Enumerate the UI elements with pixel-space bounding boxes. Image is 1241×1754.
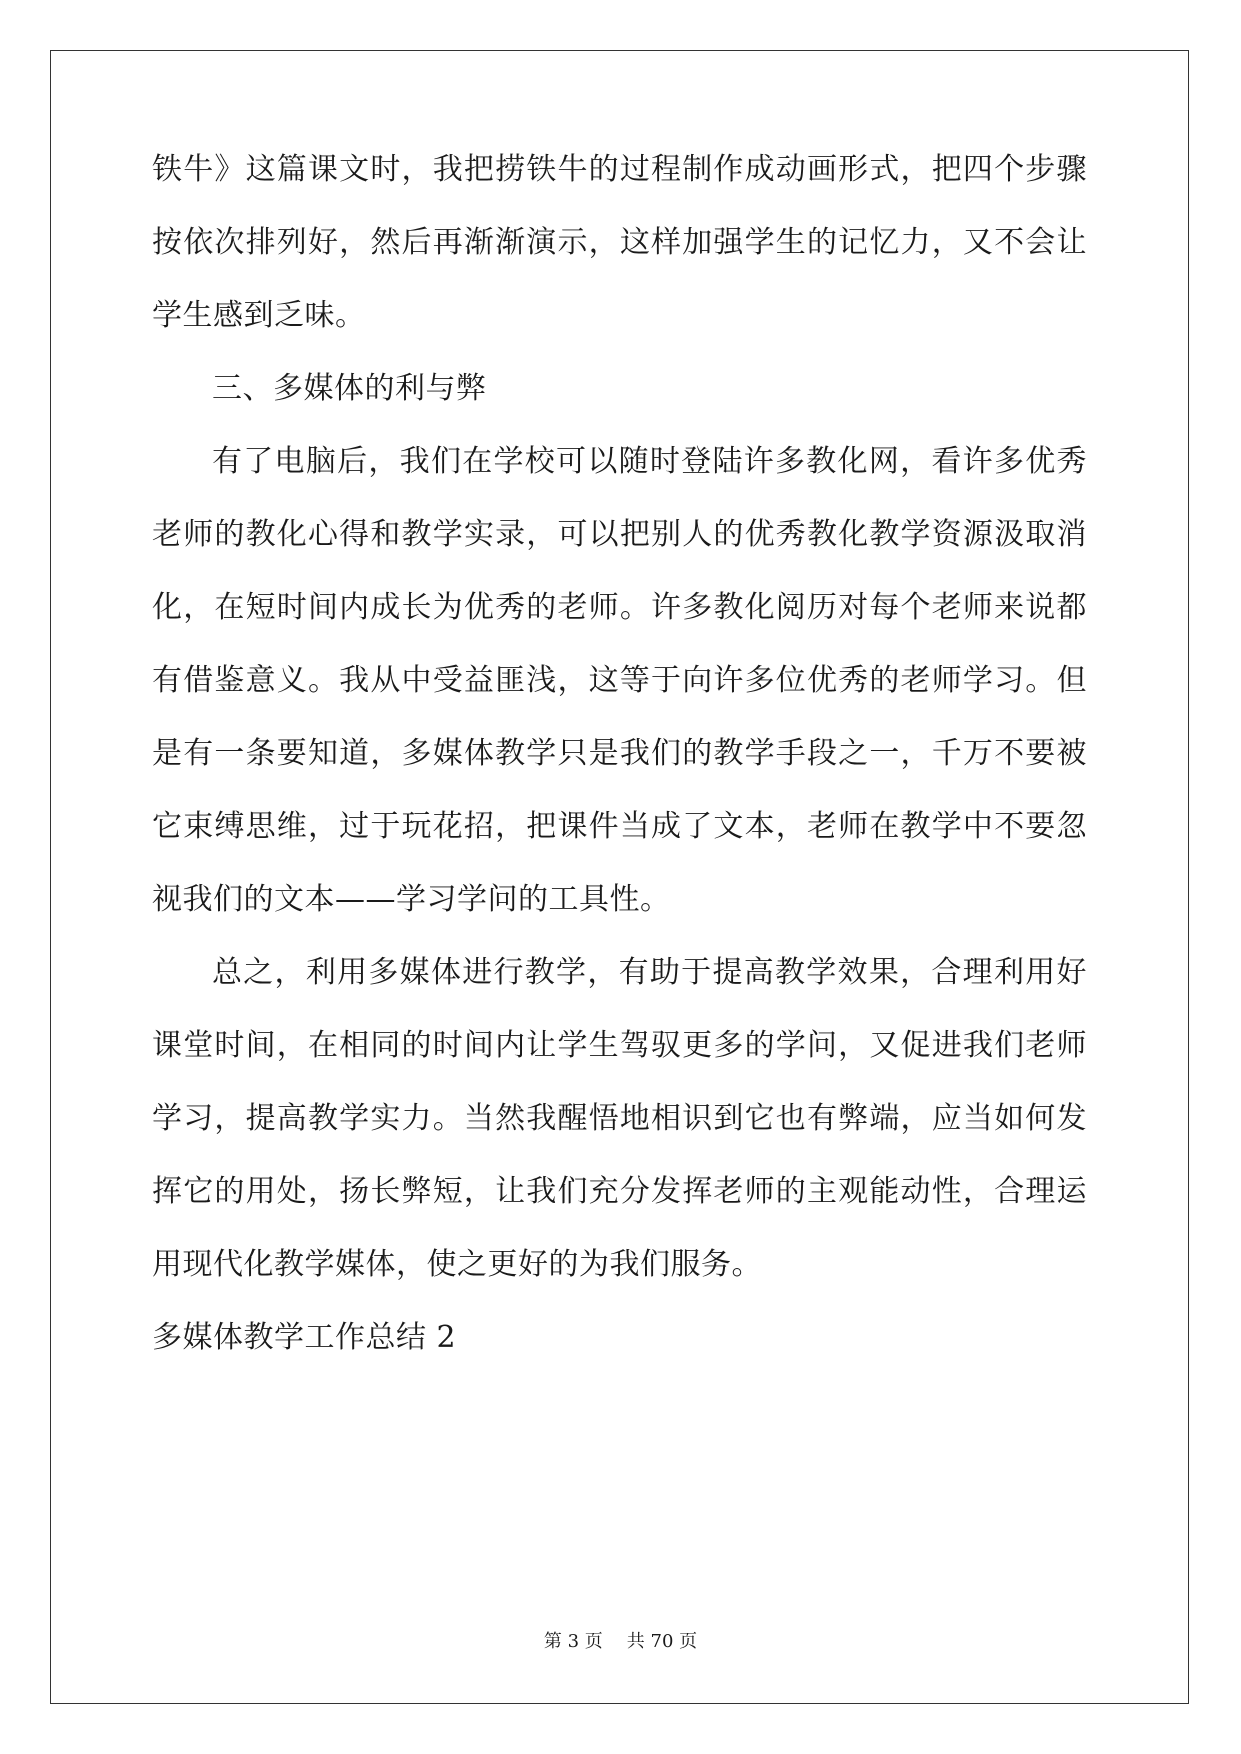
- body-text-line: 化，在短时间内成长为优秀的老师。许多教化阅历对每个老师来说都: [152, 590, 1087, 625]
- body-text-line: 有借鉴意义。我从中受益匪浅，这等于向许多位优秀的老师学习。但: [152, 663, 1087, 698]
- body-text-line: 铁牛》这篇课文时，我把捞铁牛的过程制作成动画形式，把四个步骤: [152, 152, 1087, 187]
- total-pages: 共 70 页: [626, 1631, 698, 1652]
- body-text-line: 有了电脑后，我们在学校可以随时登陆许多教化网，看许多优秀: [212, 444, 1087, 479]
- body-text-line: 它束缚思维，过于玩花招，把课件当成了文本，老师在教学中不要忽: [152, 809, 1087, 844]
- page-number: 第 3 页: [543, 1631, 603, 1652]
- document-title: 多媒体教学工作总结 2: [152, 1320, 457, 1355]
- body-text-line: 按依次排列好，然后再渐渐演示，这样加强学生的记忆力，又不会让: [152, 225, 1087, 260]
- body-text-line: 课堂时间，在相同的时间内让学生驾驭更多的学问，又促进我们老师: [152, 1028, 1087, 1063]
- body-text-line: 视我们的文本——学习学问的工具性。: [152, 882, 671, 917]
- section-heading: 三、多媒体的利与弊: [212, 371, 487, 406]
- body-text-line: 学生感到乏味。: [152, 298, 366, 333]
- page-footer: [0, 1630, 1241, 1654]
- body-text-line: 挥它的用处，扬长弊短，让我们充分发挥老师的主观能动性，合理运: [152, 1174, 1087, 1209]
- body-text-line: 用现代化教学媒体，使之更好的为我们服务。: [152, 1247, 762, 1282]
- body-text-line: 总之，利用多媒体进行教学，有助于提高教学效果，合理利用好: [212, 955, 1087, 990]
- body-text-line: 学习，提高教学实力。当然我醒悟地相识到它也有弊端，应当如何发: [152, 1101, 1087, 1136]
- body-text-line: 是有一条要知道，多媒体教学只是我们的教学手段之一，千万不要被: [152, 736, 1087, 771]
- body-text-line: 老师的教化心得和教学实录，可以把别人的优秀教化教学资源汲取消: [152, 517, 1087, 552]
